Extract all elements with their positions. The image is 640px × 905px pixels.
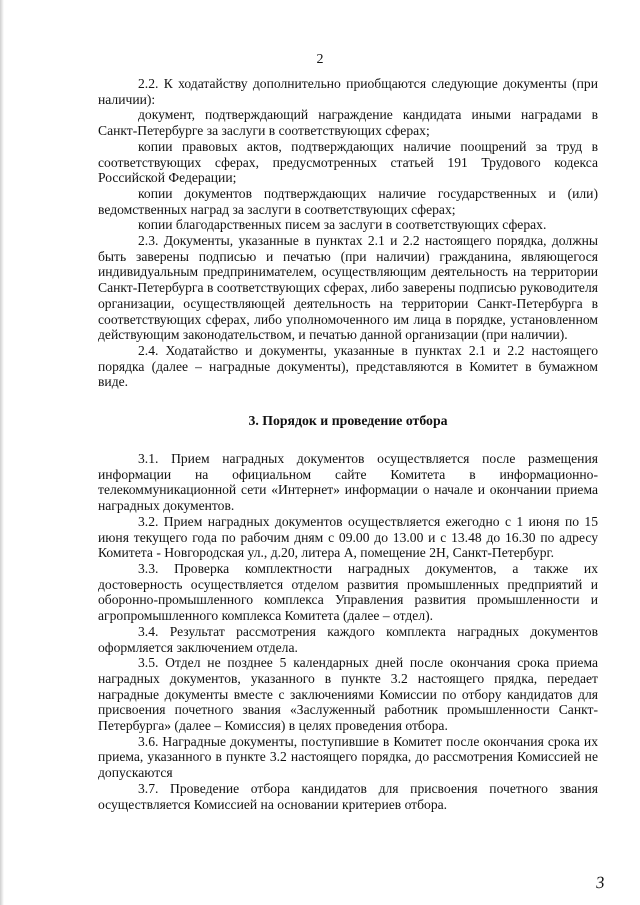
paragraph-2-2-item-letters: копии благодарственных писем за заслуги в соответствующих сферах. (138, 217, 547, 233)
scan-edge (0, 0, 4, 905)
paragraph-2-4: 2.4. Ходатайство и документы, указанные в пунктах 2.1 и 2.2 настоящего порядка (далее – наградные документы), представляются в Комитет в бумажном виде. (98, 342, 598, 390)
paragraph-2-2-item-awards: документ, подтверждающий награждение кандидата иными наградами в Санкт-Петербурге за заслуги в соответствующих сферах; (98, 107, 598, 139)
paragraph-3-5: 3.5. Отдел не позднее 5 календарных дней после окончания срока приема наградных документов, указанного в пункте 3.2 настоящего прядка, передает наградные документы вместе с заключениями Комиссии по отбору кандидатов для присвоения почетного звания «Заслуженный работник промышленности Санкт-Петербурга» (далее – Комиссия) в целях проведения отбора. (98, 655, 598, 734)
paragraph-2-3: 2.3. Документы, указанные в пунктах 2.1 и 2.2 настоящего порядка, должны быть заверены подписью и печатью (при наличии) гражданина, являющегося индивидуальным предпринимателем, осуществляющим деятельность на территории Санкт-Петербурга в соответствующих сферах, либо заверены подписью руководителя организации, осуществляющей деятельность на территории Санкт-Петербурга в соответствующих сферах, либо уполномоченного им лица в порядке, установленном действующим законодательством, и печатью данной организации (при наличии). (98, 233, 598, 343)
paragraph-3-2: 3.2. Прием наградных документов осуществляется ежегодно с 1 июня по 15 июня текущего года по рабочим дням с 09.00 до 13.00 и с 13.48 до 16.30 по адресу Комитета - Новгородская ул., д.20, литера А, помещение 2Н, Санкт-Петербург. (98, 513, 598, 561)
page-number: 2 (316, 52, 324, 67)
paragraph-3-4: 3.4. Результат рассмотрения каждого комплекта наградных документов оформляется заключением отдела. (98, 623, 598, 655)
paragraph-3-1: 3.1. Прием наградных документов осуществляется после размещения информации на официальном сайте Комитета в информационно-телекоммуникационной сети «Интернет» информации о начале и окончании приема наградных документов. (98, 451, 598, 514)
paragraph-2-2-item-legal-acts: копии правовых актов, подтверждающих наличие поощрений за труд в соответствующих сферах, предусмотренных статьей 191 Трудового кодекса Российской Федерации; (98, 138, 598, 186)
paragraph-2-2: 2.2. К ходатайству дополнительно приобщаются следующие документы (при наличии): (98, 76, 598, 107)
handwritten-page-mark: 3 (595, 872, 606, 893)
section-3-heading: 3. Порядок и проведение отбора (248, 413, 448, 429)
paragraph-3-7: 3.7. Проведение отбора кандидатов для присвоения почетного звания осуществляется Комиссией на основании критериев отбора. (98, 780, 598, 812)
paragraph-3-6: 3.6. Наградные документы, поступившие в Комитет после окончания срока их приема, указанного в пункте 3.2 настоящего порядка, до рассмотрения Комиссией не допускаются (98, 733, 598, 781)
paragraph-3-3: 3.3. Проверка комплектности наградных документов, а также их достоверность осуществляется отделом развития промышленных предприятий и оборонно-промышленного комплекса Управления развития промышленности и агропромышленного комплекса Комитета (далее – отдел). (98, 560, 598, 624)
paragraph-2-2-item-state-awards: копии документов подтверждающих наличие государственных и (или) ведомственных наград за заслуги в соответствующих сферах; (98, 185, 598, 217)
document-body (98, 76, 598, 812)
